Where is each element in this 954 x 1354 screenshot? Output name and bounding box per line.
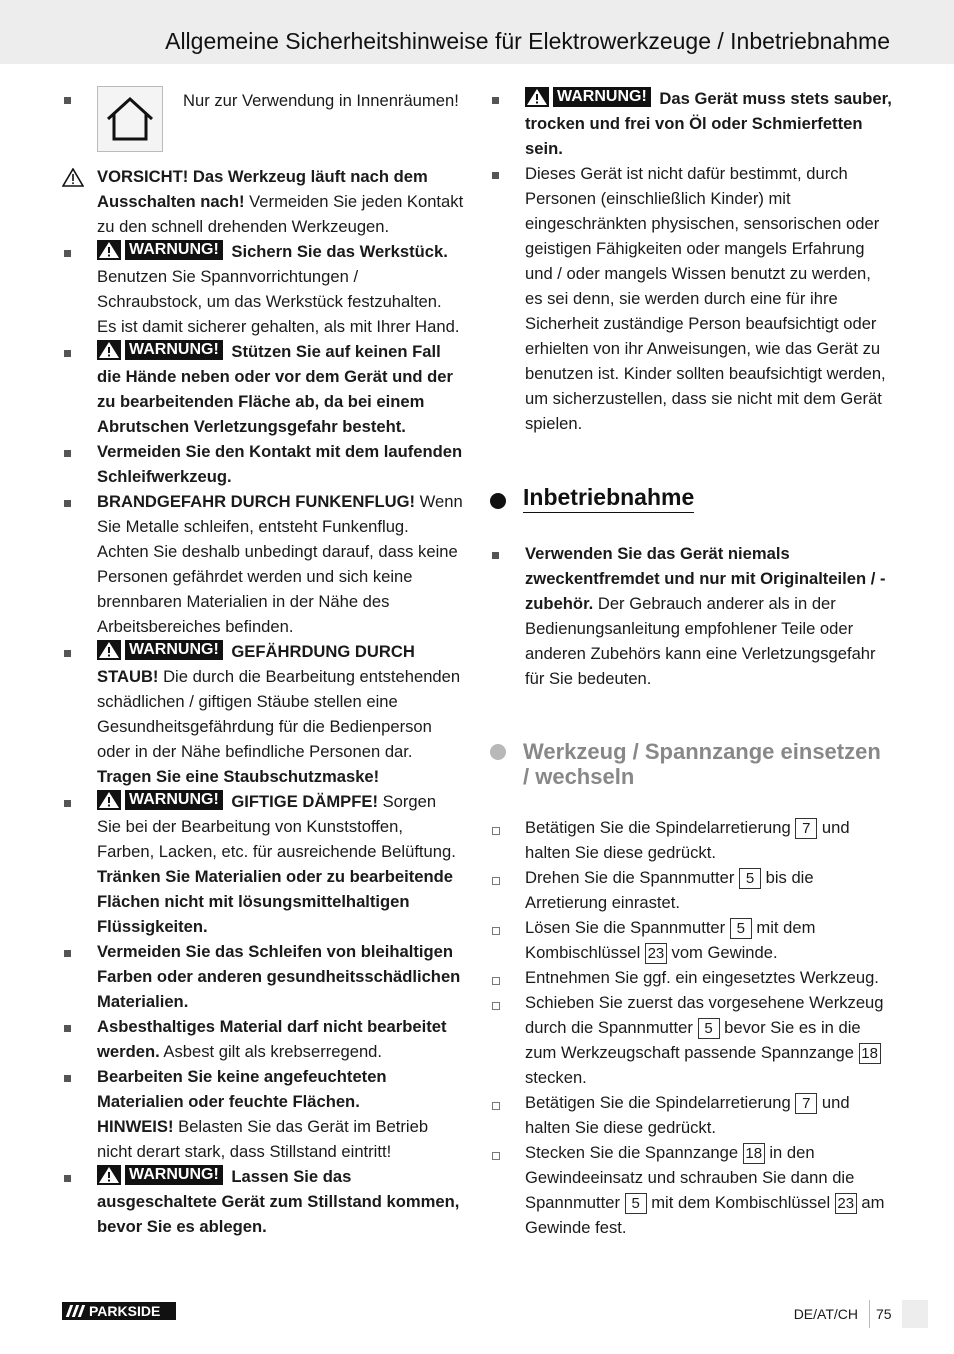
list-item [62, 1064, 464, 1164]
square-bullet [64, 1025, 71, 1032]
square-bullet [64, 450, 71, 457]
warning-text: Die durch die Bearbeitung entstehenden schädlichen / giftigen Stäube stellen eine Gesundheitsgefährdung für die Bedienperson oder in der Nähe befindliche Personen dar. [97, 667, 461, 761]
list-item [490, 86, 892, 161]
part-ref: 18 [859, 1043, 881, 1064]
warning-label: WARNUNG! [125, 240, 223, 260]
step-text: und halten Sie diese gedrückt. [525, 818, 850, 862]
warning-triangle-icon [97, 240, 121, 260]
warning-label: WARNUNG! [553, 87, 651, 107]
warning-triangle-icon [97, 340, 121, 360]
note-text: Belasten Sie das Gerät im Betrieb nicht derart stark, dass Stillstand eintritt! [97, 1117, 429, 1161]
step-item [490, 815, 892, 865]
step-text: Lösen Sie die Spannmutter [525, 918, 730, 937]
part-ref: 23 [645, 943, 667, 964]
right-column [490, 86, 892, 1240]
warning-badge [97, 240, 223, 260]
square-bullet [64, 1175, 71, 1182]
caution-text: Vermeiden Sie jeden Kontakt zu den schnell drehenden Werkzeugen. [97, 192, 464, 236]
part-ref: 18 [743, 1143, 765, 1164]
step-text: am Gewinde fest. [525, 1193, 885, 1237]
part-ref: 23 [835, 1193, 857, 1214]
list-item [62, 1164, 464, 1239]
page-number: 75 [876, 1306, 892, 1322]
step-text: stecken. [525, 1068, 587, 1087]
section-heading-werkzeug [490, 739, 892, 789]
warning-label: WARNUNG! [125, 1165, 223, 1185]
step-text: bevor Sie es in die zum Werkzeugschaft passende Spannzange [525, 1018, 861, 1062]
warning-label: WARNUNG! [125, 790, 223, 810]
step-text: Stecken Sie die Spannzange [525, 1143, 743, 1162]
hollow-square-bullet [492, 977, 500, 985]
list-item [62, 439, 464, 489]
section-heading-inbetriebnahme [490, 484, 892, 511]
list-item [490, 541, 892, 691]
square-bullet [492, 97, 499, 104]
square-bullet [492, 552, 499, 559]
item-heading: Bearbeiten Sie keine angefeuchteten Materialien oder feuchte Flächen. [97, 1067, 387, 1111]
list-item [62, 86, 464, 152]
step-text: mit dem Kombischlüssel [525, 918, 816, 962]
hollow-square-bullet [492, 1152, 500, 1160]
step-item [490, 990, 892, 1090]
list-item [62, 789, 464, 939]
footer-tab [902, 1300, 928, 1328]
list-item [62, 239, 464, 339]
brand-name: PARKSIDE [89, 1303, 161, 1319]
step-text: Entnehmen Sie ggf. ein eingesetztes Werkzeug. [525, 968, 879, 987]
bullet-dot-icon [490, 744, 506, 760]
list-item [62, 489, 464, 639]
square-bullet [64, 950, 71, 957]
step-text: mit dem Kombischlüssel [646, 1193, 835, 1212]
warning-heading: GEFÄHRDUNG DURCH STAUB! [97, 642, 415, 686]
warning-heading: Lassen Sie das ausgeschaltete Gerät zum Stillstand kommen, bevor Sie es ablegen. [97, 1167, 460, 1236]
warning-badge [525, 87, 651, 107]
warning-heading: Tragen Sie eine Staubschutzmaske! [97, 767, 380, 786]
section-heading-text: Inbetriebnahme [523, 484, 694, 513]
item-heading: Vermeiden Sie den Kontakt mit dem laufenden Schleifwerkzeug. [97, 442, 463, 486]
step-text: Drehen Sie die Spannmutter [525, 868, 740, 887]
warning-label: WARNUNG! [125, 640, 223, 660]
list-item [62, 1014, 464, 1064]
logo-stripes-icon [62, 1305, 89, 1317]
hollow-square-bullet [492, 1102, 500, 1110]
warning-badge [97, 1165, 223, 1185]
step-item [490, 965, 892, 990]
warning-badge [97, 640, 223, 660]
square-bullet [64, 500, 71, 507]
left-column [62, 86, 464, 1239]
step-text: bis die Arretierung einrastet. [525, 868, 814, 912]
caution-heading: VORSICHT! Das Werkzeug läuft nach dem Ausschalten nach! [97, 167, 428, 211]
hollow-square-bullet [492, 1002, 500, 1010]
item-heading: Verwenden Sie das Gerät niemals zweckentfremdet und nur mit Originalteilen / -zubehör. [525, 544, 886, 613]
warning-triangle-icon [97, 790, 121, 810]
warning-text: Benutzen Sie Spannvorrichtungen / Schraubstock, um das Werkstück festzuhalten. Es ist damit sicherer gehalten, als mit Ihrer Hand. [97, 267, 460, 336]
step-item [490, 915, 892, 965]
part-ref: 5 [739, 868, 761, 889]
step-item [490, 1090, 892, 1140]
warning-heading: Stützen Sie auf keinen Fall die Hände neben oder vor dem Gerät und der zu bearbeitenden Fläche ab, da bei einem Abrutschen Verletzungsgefahr besteht. [97, 342, 453, 436]
part-ref: 5 [698, 1018, 720, 1039]
house-icon [97, 86, 163, 152]
item-heading: BRANDGEFAHR DURCH FUNKENFLUG! [97, 492, 416, 511]
warning-text: Sorgen Sie bei der Bearbeitung von Kunststoffen, Farben, Lacken, etc. für ausreichende Belüftung. [97, 792, 456, 861]
hollow-square-bullet [492, 877, 500, 885]
step-item [490, 865, 892, 915]
list-item [62, 164, 464, 239]
step-text: Schieben Sie zuerst das vorgesehene Werkzeug durch die Spannmutter [525, 993, 884, 1037]
warning-label: WARNUNG! [125, 340, 223, 360]
section-heading-text: Werkzeug / Spannzange einsetzen / wechseln [523, 739, 881, 789]
warning-heading: Tränken Sie Materialien oder zu bearbeitende Flächen nicht mit lösungsmittelhaltigen Flüssigkeiten. [97, 867, 453, 936]
item-text: Der Gebrauch anderer als in der Bedienungsanleitung empfohlener Teile oder anderen Zubehörs kann eine Verletzungsgefahr für Sie bedeuten. [525, 594, 876, 688]
item-heading: Vermeiden Sie das Schleifen von bleihaltigen Farben oder anderen gesundheitsschädlichen Materialien. [97, 942, 461, 1011]
indoor-use-note: Nur zur Verwendung in Innenräumen! [183, 91, 459, 110]
list-item [490, 161, 892, 436]
item-text: Dieses Gerät ist nicht dafür bestimmt, durch Personen (einschließlich Kinder) mit eingeschränkten physischen, sensorischen oder geistigen Fähigkeiten oder mangels Erfahrung und / oder mangels Wissen benutzt zu werden, es sei denn, sie werden durch eine für ihre Sicherheit zuständige Person beaufsichtigt oder erhielten von ihr Anweisungen, wie das Gerät zu benutzen ist. Kinder sollten beaufsichtigt werden, um sicherzustellen, dass sie nicht mit dem Gerät spielen. [525, 164, 886, 433]
part-ref: 5 [730, 918, 752, 939]
square-bullet [64, 250, 71, 257]
brand-logo [62, 1302, 176, 1320]
square-bullet [64, 650, 71, 657]
step-text: Betätigen Sie die Spindelarretierung [525, 818, 796, 837]
hollow-square-bullet [492, 827, 500, 835]
warning-heading: Sichern Sie das Werkstück. [231, 242, 448, 261]
caution-triangle-icon [62, 168, 84, 194]
footer-divider [869, 1300, 870, 1328]
warning-triangle-icon [97, 640, 121, 660]
warning-triangle-icon [525, 87, 549, 107]
hollow-square-bullet [492, 927, 500, 935]
item-text: Asbest gilt als krebserregend. [159, 1042, 383, 1061]
list-item [62, 339, 464, 439]
warning-heading: GIFTIGE DÄMPFE! [231, 792, 378, 811]
warning-heading: Das Gerät muss stets sauber, trocken und frei von Öl oder Schmierfetten sein. [525, 89, 892, 158]
note-heading: HINWEIS! [97, 1117, 174, 1136]
bullet-dot-icon [490, 493, 506, 509]
part-ref: 7 [795, 1093, 817, 1114]
list-item [62, 939, 464, 1014]
square-bullet [64, 1075, 71, 1082]
step-text: und halten Sie diese gedrückt. [525, 1093, 850, 1137]
part-ref: 7 [795, 818, 817, 839]
warning-triangle-icon [97, 1165, 121, 1185]
square-bullet [64, 800, 71, 807]
step-item [490, 1140, 892, 1240]
part-ref: 5 [625, 1193, 647, 1214]
page-title: Allgemeine Sicherheitshinweise für Elektrowerkzeuge / Inbetriebnahme [165, 28, 890, 54]
item-text: Wenn Sie Metalle schleifen, entsteht Funkenflug. Achten Sie deshalb unbedingt darauf, dass keine Personen gefährdet werden und sich keine brennbaren Materialien in der Nähe des Arbeitsbereiches befinden. [97, 492, 463, 636]
warning-badge [97, 340, 223, 360]
step-text: in den Gewindeeinsatz und schrauben Sie dann die Spannmutter [525, 1143, 855, 1212]
step-text: Betätigen Sie die Spindelarretierung [525, 1093, 796, 1112]
warning-badge [97, 790, 223, 810]
item-heading: Asbesthaltiges Material darf nicht bearbeitet werden. [97, 1017, 447, 1061]
square-bullet [64, 97, 71, 104]
language-codes: DE/AT/CH [793, 1306, 858, 1322]
square-bullet [64, 350, 71, 357]
step-text: vom Gewinde. [666, 943, 778, 962]
list-item [62, 639, 464, 789]
square-bullet [492, 172, 499, 179]
